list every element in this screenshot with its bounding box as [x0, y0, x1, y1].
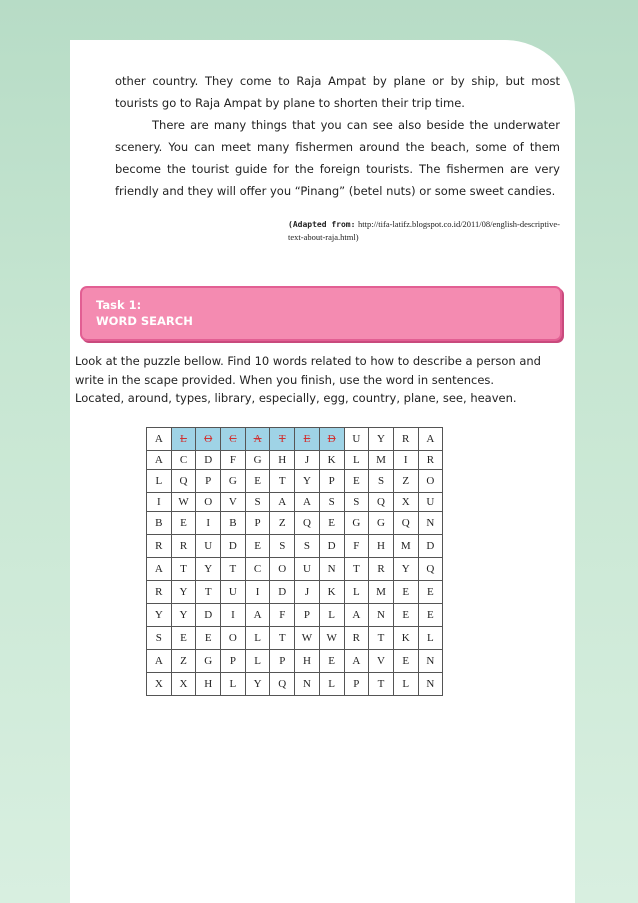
- task-instructions: [75, 352, 565, 408]
- grid-cell[interactable]: V: [221, 493, 246, 512]
- grid-cell[interactable]: R: [393, 428, 418, 451]
- grid-cell[interactable]: N: [319, 558, 344, 581]
- grid-cell[interactable]: U: [221, 581, 246, 604]
- grid-cell[interactable]: Y: [147, 604, 172, 627]
- grid-cell[interactable]: E: [319, 512, 344, 535]
- grid-cell[interactable]: Q: [418, 558, 443, 581]
- task-title: [96, 297, 193, 329]
- grid-cell[interactable]: E: [393, 581, 418, 604]
- grid-cell[interactable]: A: [344, 650, 369, 673]
- grid-cell[interactable]: N: [418, 673, 443, 696]
- grid-cell[interactable]: T: [270, 627, 295, 650]
- grid-cell[interactable]: A: [295, 493, 320, 512]
- grid-cell[interactable]: T: [196, 581, 221, 604]
- grid-cell[interactable]: G: [221, 470, 246, 493]
- grid-cell[interactable]: E: [171, 512, 196, 535]
- grid-cell[interactable]: B: [221, 512, 246, 535]
- grid-cell[interactable]: L: [418, 627, 443, 650]
- grid-cell[interactable]: A: [245, 428, 270, 451]
- grid-cell[interactable]: L: [171, 428, 196, 451]
- grid-row: [147, 581, 443, 604]
- grid-cell[interactable]: T: [369, 673, 394, 696]
- grid-cell[interactable]: A: [344, 604, 369, 627]
- grid-cell[interactable]: T: [171, 558, 196, 581]
- grid-cell[interactable]: P: [319, 470, 344, 493]
- grid-cell[interactable]: N: [295, 673, 320, 696]
- grid-cell[interactable]: Q: [393, 512, 418, 535]
- grid-cell[interactable]: R: [418, 451, 443, 470]
- grid-cell[interactable]: D: [270, 581, 295, 604]
- grid-cell[interactable]: A: [147, 428, 172, 451]
- grid-cell[interactable]: I: [147, 493, 172, 512]
- grid-cell[interactable]: R: [344, 627, 369, 650]
- grid-cell[interactable]: E: [171, 627, 196, 650]
- grid-cell[interactable]: P: [221, 650, 246, 673]
- reading-paragraph-2: There are many things that you can see also beside the underwater scenery. You can meet many fishermen around the beach, some of them become the tourist guide for the foreign tourists. The fishermen are very friendly and they will offer you “Pinang” (betel nuts) or some sweet candies.: [115, 118, 560, 198]
- task-name: WORD SEARCH: [96, 314, 193, 328]
- grid-cell[interactable]: I: [245, 581, 270, 604]
- grid-cell[interactable]: K: [393, 627, 418, 650]
- grid-cell[interactable]: U: [196, 535, 221, 558]
- grid-cell[interactable]: X: [147, 673, 172, 696]
- grid-cell[interactable]: S: [295, 535, 320, 558]
- grid-cell[interactable]: E: [393, 604, 418, 627]
- grid-cell[interactable]: O: [221, 627, 246, 650]
- grid-cell[interactable]: Z: [270, 512, 295, 535]
- citation-source: http://tifa-latifz.blogspot.co.id/2011/08/english-descriptive-text-about-raja.html): [288, 219, 560, 242]
- grid-cell[interactable]: D: [221, 535, 246, 558]
- grid-cell[interactable]: D: [196, 604, 221, 627]
- grid-cell[interactable]: Y: [171, 581, 196, 604]
- grid-cell[interactable]: L: [221, 673, 246, 696]
- grid-cell[interactable]: R: [147, 535, 172, 558]
- grid-cell[interactable]: O: [270, 558, 295, 581]
- citation: [288, 218, 568, 244]
- grid-cell[interactable]: T: [344, 558, 369, 581]
- grid-cell[interactable]: Y: [393, 558, 418, 581]
- grid-cell[interactable]: A: [245, 604, 270, 627]
- grid-cell[interactable]: F: [344, 535, 369, 558]
- grid-cell[interactable]: E: [196, 627, 221, 650]
- grid-row: [147, 558, 443, 581]
- grid-cell[interactable]: Y: [171, 604, 196, 627]
- grid-cell[interactable]: D: [319, 535, 344, 558]
- task-number: Task 1:: [96, 298, 142, 312]
- grid-cell[interactable]: D: [418, 535, 443, 558]
- grid-cell[interactable]: Y: [245, 673, 270, 696]
- grid-cell[interactable]: D: [319, 428, 344, 451]
- grid-cell[interactable]: W: [295, 627, 320, 650]
- grid-row: [147, 627, 443, 650]
- grid-cell[interactable]: L: [344, 581, 369, 604]
- grid-cell[interactable]: J: [295, 581, 320, 604]
- grid-cell[interactable]: B: [147, 512, 172, 535]
- grid-cell[interactable]: S: [245, 493, 270, 512]
- grid-row: [147, 512, 443, 535]
- task-banner: [80, 286, 562, 341]
- grid-cell[interactable]: C: [245, 558, 270, 581]
- grid-cell[interactable]: O: [196, 428, 221, 451]
- grid-cell[interactable]: L: [393, 673, 418, 696]
- grid-cell[interactable]: O: [418, 470, 443, 493]
- grid-cell[interactable]: X: [171, 673, 196, 696]
- grid-cell[interactable]: D: [196, 451, 221, 470]
- grid-cell[interactable]: X: [393, 493, 418, 512]
- grid-row: [147, 604, 443, 627]
- grid-cell[interactable]: N: [418, 512, 443, 535]
- grid-cell[interactable]: R: [147, 581, 172, 604]
- reading-paragraph-1: other country. They come to Raja Ampat by plane or by ship, but most tourists go to Raja Ampat by plane to shorten their trip time.: [115, 74, 560, 110]
- citation-label: (Adapted from:: [288, 220, 356, 229]
- grid-cell[interactable]: Z: [171, 650, 196, 673]
- grid-row: [147, 451, 443, 470]
- grid-cell[interactable]: L: [319, 604, 344, 627]
- grid-cell[interactable]: P: [270, 650, 295, 673]
- grid-cell[interactable]: S: [344, 493, 369, 512]
- grid-cell[interactable]: P: [245, 512, 270, 535]
- grid-cell[interactable]: Y: [369, 428, 394, 451]
- grid-cell[interactable]: L: [147, 470, 172, 493]
- grid-cell[interactable]: A: [270, 493, 295, 512]
- grid-cell[interactable]: I: [196, 512, 221, 535]
- grid-cell[interactable]: A: [147, 451, 172, 470]
- grid-cell[interactable]: H: [369, 535, 394, 558]
- grid-cell[interactable]: O: [196, 493, 221, 512]
- grid-cell[interactable]: L: [245, 627, 270, 650]
- grid-cell[interactable]: E: [319, 650, 344, 673]
- grid-cell[interactable]: Q: [270, 673, 295, 696]
- grid-cell[interactable]: Y: [295, 470, 320, 493]
- grid-cell[interactable]: T: [369, 627, 394, 650]
- grid-cell[interactable]: H: [295, 650, 320, 673]
- grid-cell[interactable]: M: [369, 451, 394, 470]
- grid-cell[interactable]: G: [369, 512, 394, 535]
- grid-cell[interactable]: A: [147, 650, 172, 673]
- grid-cell[interactable]: J: [295, 451, 320, 470]
- grid-cell[interactable]: M: [393, 535, 418, 558]
- grid-row: [147, 493, 443, 512]
- grid-cell[interactable]: Z: [393, 470, 418, 493]
- grid-cell[interactable]: T: [221, 558, 246, 581]
- word-list: Located, around, types, library, especially, egg, country, plane, see, heaven.: [75, 391, 517, 405]
- grid-cell[interactable]: V: [369, 650, 394, 673]
- grid-cell[interactable]: L: [344, 451, 369, 470]
- grid-cell[interactable]: P: [344, 673, 369, 696]
- grid-cell[interactable]: R: [369, 558, 394, 581]
- grid-cell[interactable]: L: [245, 650, 270, 673]
- grid-cell[interactable]: A: [147, 558, 172, 581]
- grid-row: [147, 535, 443, 558]
- grid-cell[interactable]: T: [270, 470, 295, 493]
- grid-cell[interactable]: U: [295, 558, 320, 581]
- instruction-text: Look at the puzzle bellow. Find 10 words related to how to describe a person and write in the scape provided. When you finish, use the word in sentences.: [75, 354, 541, 387]
- grid-row: [147, 470, 443, 493]
- grid-cell[interactable]: C: [221, 428, 246, 451]
- grid-cell[interactable]: L: [319, 673, 344, 696]
- grid-cell[interactable]: G: [344, 512, 369, 535]
- grid-cell[interactable]: E: [295, 428, 320, 451]
- grid-cell[interactable]: I: [393, 451, 418, 470]
- grid-cell[interactable]: M: [369, 581, 394, 604]
- grid-cell[interactable]: W: [171, 493, 196, 512]
- grid-cell[interactable]: E: [245, 470, 270, 493]
- grid-cell[interactable]: H: [270, 451, 295, 470]
- grid-cell[interactable]: E: [393, 650, 418, 673]
- grid-cell[interactable]: F: [221, 451, 246, 470]
- grid-cell[interactable]: E: [344, 470, 369, 493]
- grid-cell[interactable]: Q: [295, 512, 320, 535]
- grid-cell[interactable]: E: [418, 604, 443, 627]
- grid-cell[interactable]: Q: [171, 470, 196, 493]
- grid-cell[interactable]: G: [245, 451, 270, 470]
- grid-cell[interactable]: R: [171, 535, 196, 558]
- grid-cell[interactable]: P: [295, 604, 320, 627]
- grid-cell[interactable]: E: [418, 581, 443, 604]
- grid-cell[interactable]: K: [319, 581, 344, 604]
- grid-cell[interactable]: W: [319, 627, 344, 650]
- grid-cell[interactable]: C: [171, 451, 196, 470]
- grid-row: [147, 650, 443, 673]
- grid-cell[interactable]: H: [196, 673, 221, 696]
- grid-cell[interactable]: K: [319, 451, 344, 470]
- grid-cell[interactable]: F: [270, 604, 295, 627]
- grid-cell[interactable]: T: [270, 428, 295, 451]
- grid-cell[interactable]: Y: [196, 558, 221, 581]
- grid-cell[interactable]: I: [221, 604, 246, 627]
- grid-cell[interactable]: S: [319, 493, 344, 512]
- grid-row: [147, 428, 443, 451]
- grid-cell[interactable]: P: [196, 470, 221, 493]
- grid-cell[interactable]: G: [196, 650, 221, 673]
- grid-cell[interactable]: U: [344, 428, 369, 451]
- grid-cell[interactable]: N: [418, 650, 443, 673]
- grid-cell[interactable]: S: [369, 470, 394, 493]
- word-search-grid: [146, 427, 443, 696]
- grid-cell[interactable]: A: [418, 428, 443, 451]
- grid-cell[interactable]: S: [270, 535, 295, 558]
- grid-cell[interactable]: N: [369, 604, 394, 627]
- grid-cell[interactable]: S: [147, 627, 172, 650]
- grid-row: [147, 673, 443, 696]
- grid-cell[interactable]: E: [245, 535, 270, 558]
- grid-cell[interactable]: Q: [369, 493, 394, 512]
- grid-cell[interactable]: U: [418, 493, 443, 512]
